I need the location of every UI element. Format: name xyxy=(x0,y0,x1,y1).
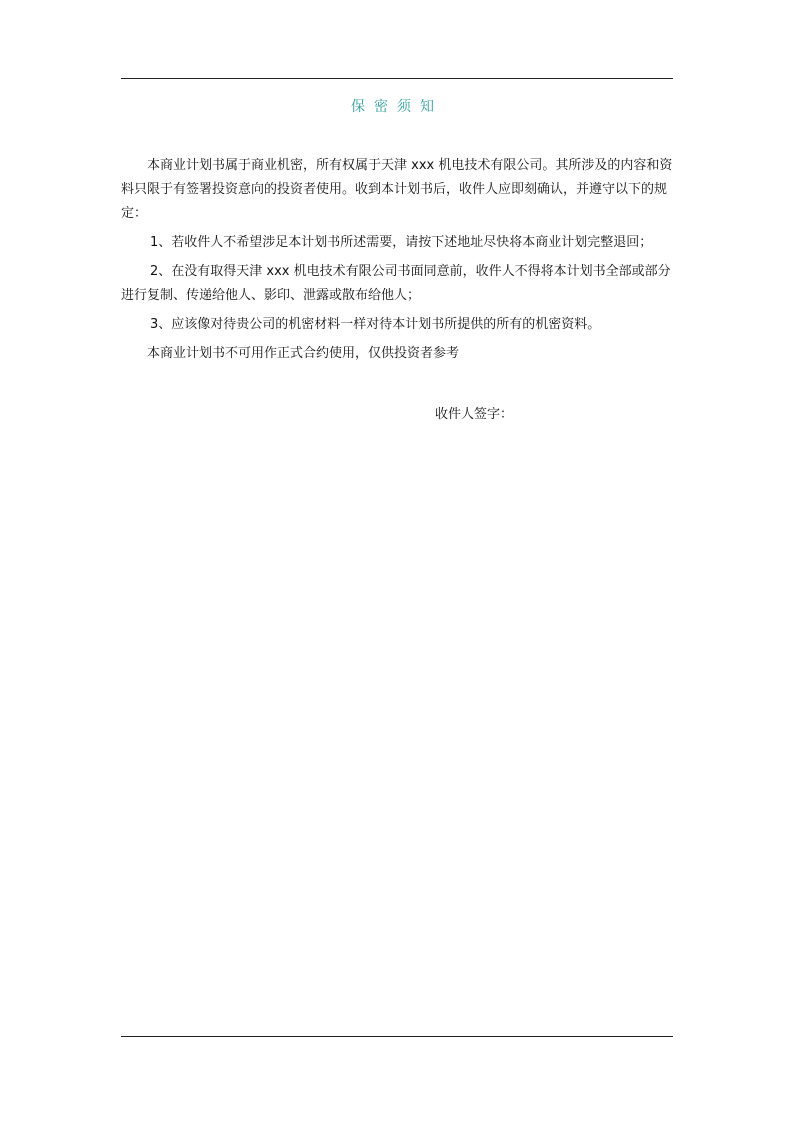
document-title: 保密须知 xyxy=(351,99,443,115)
header-rule xyxy=(121,78,673,79)
rule-3-paragraph: 3、应该像对待贵公司的机密材料一样对待本计划书所提供的所有的机密资料。 xyxy=(150,317,601,332)
recipient-signature-label: 收件人签字： xyxy=(435,407,514,422)
confidentiality-notice-body xyxy=(121,154,673,371)
rule-2-paragraph: 2、在没有取得天津 xxx 机电技术有限公司书面同意前，收件人不得将本计划书全部或部分进行复制、传递给他人、影印、泄露或散布给他人； xyxy=(121,264,671,303)
rule-1-paragraph: 1、若收件人不希望涉足本计划书所述需要，请按下述地址尽快将本商业计划完整退回； xyxy=(150,235,653,250)
footer-rule xyxy=(121,1036,673,1037)
intro-paragraph: 本商业计划书属于商业机密，所有权属于天津 xxx 机电技术有限公司。其所涉及的内容和资料只限于有签署投资意向的投资者使用。收到本计划书后，收件人应即刻确认，并遵守以下的规定： xyxy=(121,158,673,221)
closing-paragraph: 本商业计划书不可用作正式合约使用，仅供投资者参考 xyxy=(147,346,460,361)
